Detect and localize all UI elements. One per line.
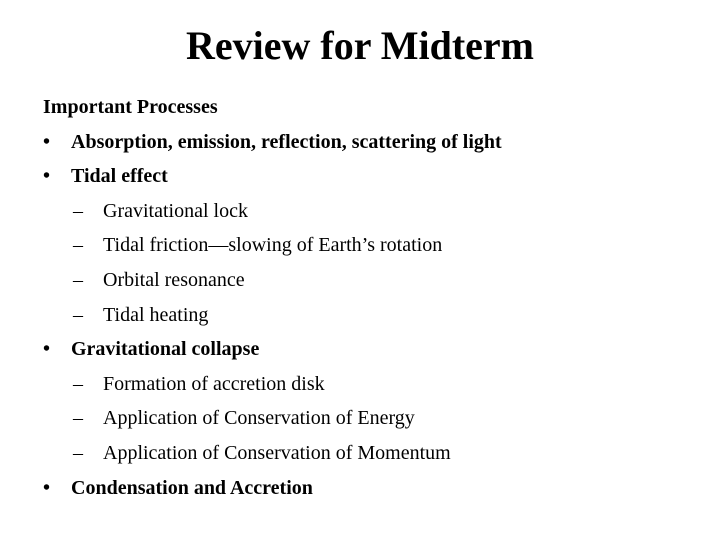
sub-bullet-item: [43, 194, 710, 229]
item-text: Condensation and Accretion: [71, 476, 313, 499]
bullet-item: [43, 159, 710, 194]
section-heading: Important Processes: [43, 96, 218, 118]
item-text: Absorption, emission, reflection, scattering of light: [71, 130, 502, 153]
bullet-list: [43, 125, 710, 506]
dash-marker: –: [73, 441, 83, 464]
sub-bullet-item: [43, 367, 710, 402]
dash-marker: –: [73, 268, 83, 291]
dash-marker: –: [73, 234, 83, 257]
item-text: Gravitational collapse: [71, 338, 260, 361]
bullet-marker: •: [43, 338, 51, 361]
slide-title: Review for Midterm: [185, 23, 534, 68]
sub-bullet-item: [43, 298, 710, 333]
item-text: Gravitational lock: [103, 199, 248, 222]
item-text: Orbital resonance: [103, 268, 245, 291]
item-text: Formation of accretion disk: [103, 372, 325, 395]
item-text: Application of Conservation of Energy: [103, 407, 415, 430]
bullet-marker: •: [43, 476, 51, 499]
item-text: Tidal effect: [71, 165, 168, 188]
dash-marker: –: [73, 199, 83, 222]
bullet-marker: •: [43, 165, 51, 188]
dash-marker: –: [73, 372, 83, 395]
bullet-item: [43, 125, 710, 160]
bullet-item: [43, 332, 710, 367]
bullet-item: [43, 471, 710, 506]
sub-bullet-item: [43, 228, 710, 263]
dash-marker: –: [73, 303, 83, 326]
item-text: Tidal heating: [103, 303, 209, 326]
slide-body: [43, 90, 710, 505]
sub-bullet-item: [43, 436, 710, 471]
sub-bullet-item: [43, 263, 710, 298]
dash-marker: –: [73, 407, 83, 430]
item-text: Tidal friction—slowing of Earth’s rotation: [103, 234, 443, 257]
item-text: Application of Conservation of Momentum: [103, 441, 451, 464]
sub-bullet-item: [43, 401, 710, 436]
bullet-marker: •: [43, 130, 51, 153]
